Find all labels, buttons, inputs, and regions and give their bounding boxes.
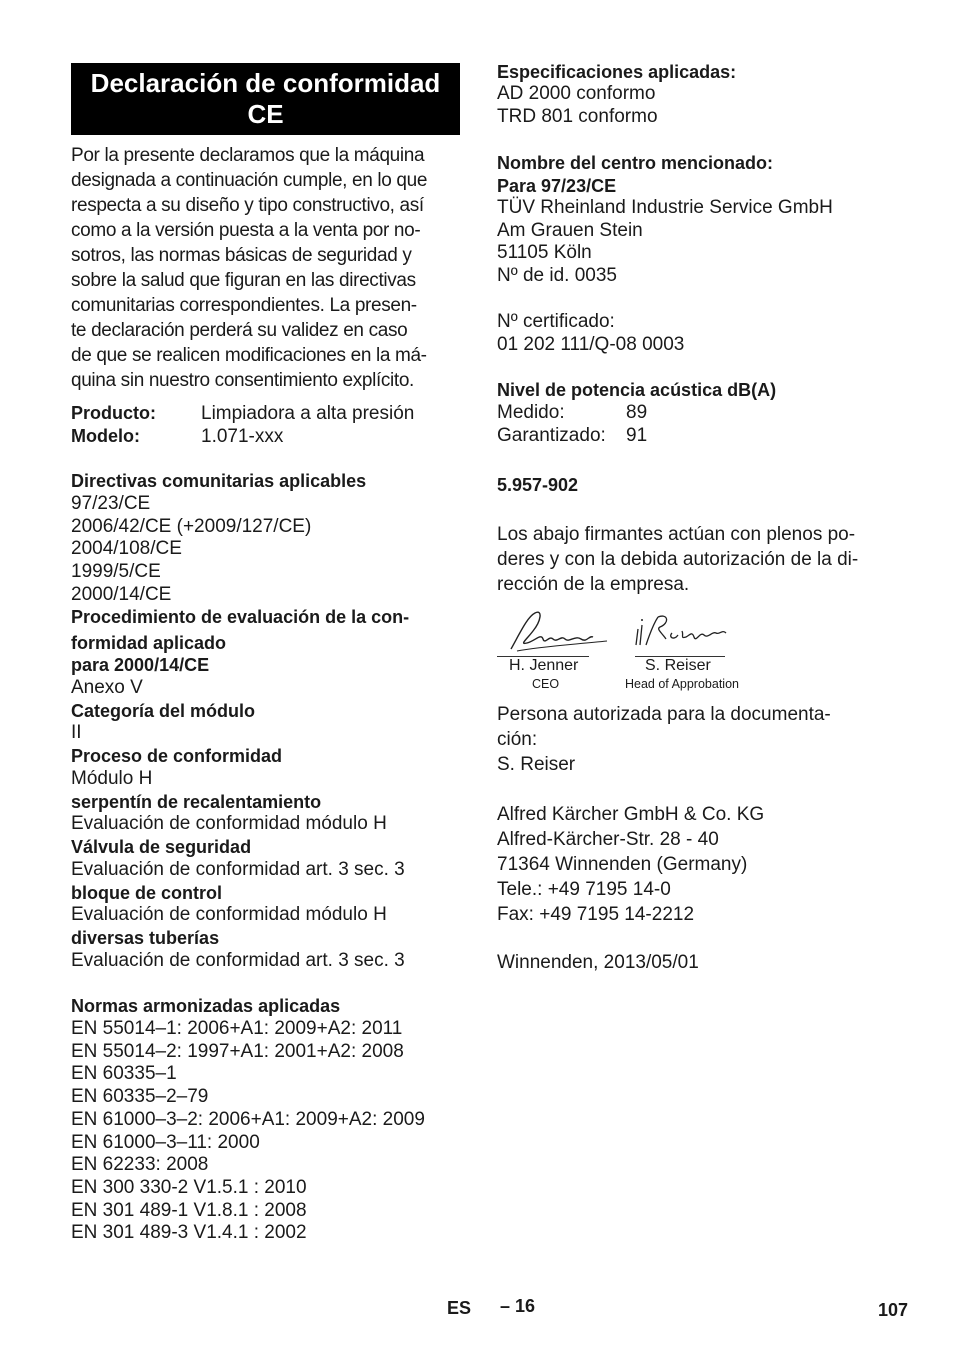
model-row [71, 425, 283, 448]
company-line: Alfred Kärcher GmbH & Co. KG [497, 804, 765, 825]
signers-paragraph [497, 522, 858, 597]
company-line: Alfred-Kärcher-Str. 28 - 40 [497, 829, 719, 850]
signature-reiser-icon [632, 609, 732, 653]
coil-heading: serpentín de recalentamiento [71, 792, 322, 812]
norm-item: EN 60335–1 [71, 1063, 177, 1085]
module-category-heading: Categoría del módulo [71, 701, 256, 721]
product-row [71, 402, 414, 425]
specs-heading: Especificaciones aplicadas: [497, 62, 737, 82]
footer-page-number: 107 [878, 1300, 909, 1320]
norms-heading: Normas armonizadas aplicadas [71, 996, 341, 1016]
company-line: Tele.: +49 7195 14-0 [497, 879, 671, 900]
sound-heading: Nivel de potencia acústica dB(A) [497, 380, 777, 400]
norm-item: EN 301 489-1 V1.8.1 : 2008 [71, 1199, 307, 1221]
intro-line: te declaración perderá su validez en caso [71, 320, 408, 341]
intro-line: comunitarias correspondientes. La presen- [71, 295, 417, 316]
notified-body-subheading: Para 97/23/CE [497, 176, 617, 196]
sound-guaranteed-row [497, 425, 647, 448]
sound-measured-label: Medido: [497, 402, 565, 423]
coil-value: Evaluación de conformidad módulo H [71, 813, 387, 834]
signer-name-jenner: H. Jenner [509, 657, 579, 674]
doc-number: 5.957-902 [497, 475, 579, 495]
signature-jenner-icon [497, 605, 617, 657]
authorized-line: Persona autorizada para la documenta- [497, 704, 831, 725]
procedure-value: Anexo V [71, 677, 143, 698]
directive-item: 2000/14/CE [71, 583, 172, 605]
signers-line: rección de la empresa. [497, 574, 690, 595]
norms-list [71, 1018, 425, 1245]
certificate-value: 01 202 111/Q-08 0003 [497, 334, 685, 355]
authorized-line: S. Reiser [497, 754, 576, 775]
intro-line: Por la presente declaramos que la máquina [71, 145, 425, 166]
model-label: Modelo: [71, 426, 140, 446]
control-block-heading: bloque de control [71, 883, 222, 903]
place-date: Winnenden, 2013/05/01 [497, 952, 699, 973]
model-value: 1.071-xxx [201, 426, 284, 447]
sound-measured-row [497, 402, 647, 425]
title-line-1: Declaración de conformidad [90, 68, 441, 98]
notified-body-address [497, 197, 833, 288]
norm-item: EN 55014–2: 1997+A1: 2001+A2: 2008 [71, 1040, 404, 1062]
intro-line: de que se realicen modificaciones en la má- [71, 345, 427, 366]
signers-line: deres y con la debida autorización de la di- [497, 549, 859, 570]
pipes-heading: diversas tuberías [71, 928, 220, 948]
directives-list [71, 493, 311, 607]
safety-valve-value: Evaluación de conformidad art. 3 sec. 3 [71, 859, 405, 880]
intro-line: respecta a su diseño y tipo constructivo, así [71, 195, 424, 216]
norm-item: EN 301 489-3 V1.4.1 : 2002 [71, 1222, 307, 1244]
signers-line: Los abajo firmantes actúan con plenos po- [497, 524, 856, 545]
pipes-value: Evaluación de conformidad art. 3 sec. 3 [71, 950, 405, 971]
directive-item: 2004/108/CE [71, 538, 182, 560]
notified-body-line: TÜV Rheinland Industrie Service GmbH [497, 197, 833, 218]
directive-item: 97/23/CE [71, 493, 151, 514]
company-address [497, 802, 764, 927]
product-label: Producto: [71, 403, 156, 423]
procedure-heading-2: formidad aplicado [71, 633, 227, 653]
procedure-heading-3: para 2000/14/CE [71, 655, 210, 675]
norm-item: EN 61000–3–2: 2006+A1: 2009+A2: 2009 [71, 1108, 425, 1130]
norm-item: EN 60335–2–79 [71, 1086, 209, 1108]
spec-item: TRD 801 conformo [497, 105, 658, 127]
intro-line: quina sin nuestro consentimiento explícito. [71, 370, 414, 391]
signer-role-jenner: CEO [532, 677, 560, 691]
signer-name-reiser: S. Reiser [645, 657, 711, 674]
directive-item: 1999/5/CE [71, 561, 161, 583]
sound-measured-value: 89 [626, 402, 648, 423]
certificate-label: Nº certificado: [497, 311, 615, 332]
signer-role-reiser: Head of Approbation [625, 677, 739, 691]
footer-section-number: – 16 [500, 1296, 536, 1316]
signature-block [497, 605, 797, 695]
notified-body-line: Nº de id. 0035 [497, 265, 617, 287]
conformity-process-heading: Proceso de conformidad [71, 746, 283, 766]
notified-body-line: 51105 Köln [497, 242, 592, 264]
sound-guaranteed-value: 91 [626, 425, 648, 446]
footer-language: ES [447, 1298, 472, 1318]
specs-list [497, 83, 658, 128]
safety-valve-heading: Válvula de seguridad [71, 837, 252, 857]
company-line: Fax: +49 7195 14-2212 [497, 904, 695, 925]
company-line: 71364 Winnenden (Germany) [497, 854, 748, 875]
title-line-2: CE [247, 99, 284, 129]
intro-line: sotros, las normas básicas de seguridad y [71, 245, 412, 266]
procedure-heading-1: Procedimiento de evaluación de la con- [71, 607, 410, 627]
norm-item: EN 62233: 2008 [71, 1154, 209, 1176]
authorized-line: ción: [497, 729, 538, 750]
page-title [71, 63, 460, 135]
norm-item: EN 61000–3–11: 2000 [71, 1131, 260, 1153]
norm-item: EN 55014–1: 2006+A1: 2009+A2: 2011 [71, 1018, 403, 1039]
authorized-person [497, 702, 831, 777]
conformity-process-value: Módulo H [71, 768, 153, 789]
spec-item: AD 2000 conformo [497, 83, 656, 104]
norm-item: EN 300 330-2 V1.5.1 : 2010 [71, 1176, 307, 1198]
intro-line: sobre la salud que figuran en las directivas [71, 270, 416, 291]
intro-line: como a la versión puesta a la venta por no- [71, 220, 421, 241]
intro-line: designada a continuación cumple, en lo que [71, 170, 428, 191]
notified-body-line: Am Grauen Stein [497, 219, 643, 241]
notified-body-heading: Nombre del centro mencionado: [497, 153, 774, 173]
directives-heading: Directivas comunitarias aplicables [71, 471, 367, 491]
sound-guaranteed-label: Garantizado: [497, 425, 606, 446]
product-value: Limpiadora a alta presión [201, 403, 415, 424]
intro-paragraph [71, 143, 463, 393]
module-category-value: II [71, 722, 82, 743]
directive-item: 2006/42/CE (+2009/127/CE) [71, 515, 312, 537]
control-block-value: Evaluación de conformidad módulo H [71, 904, 387, 925]
